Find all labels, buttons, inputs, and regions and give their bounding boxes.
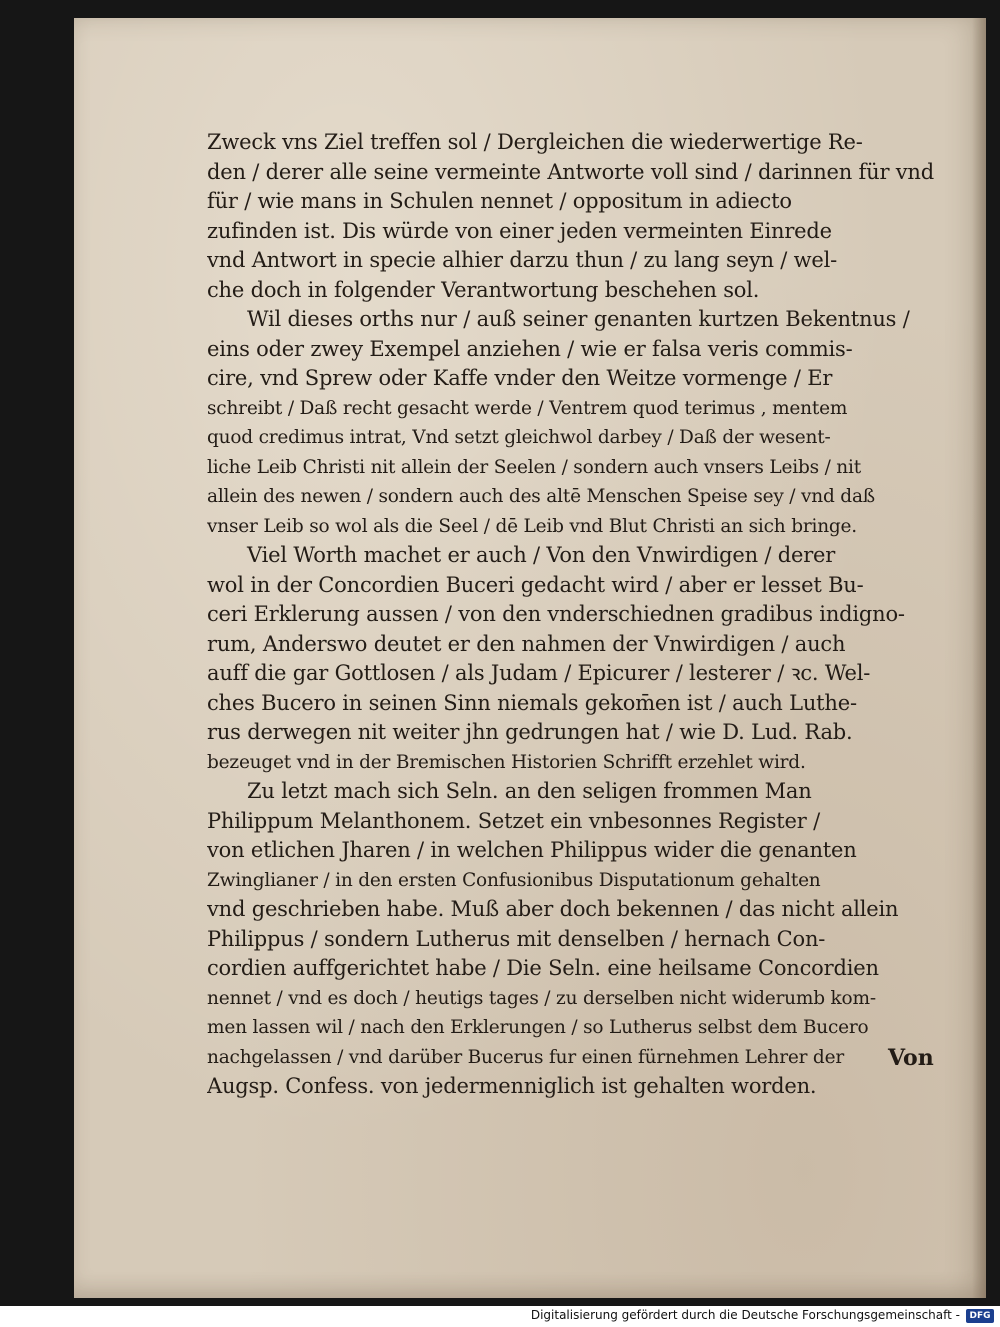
text-line: Philippus / sondern Lutherus mit denselben / hernach Con- bbox=[207, 926, 826, 951]
text-line: rum, Anderswo deutet er den nahmen der Vnwirdigen / auch bbox=[207, 631, 846, 656]
text-line: Zu letzt mach sich Seln. an den seligen frommen Man bbox=[247, 779, 812, 803]
text-line: cire, vnd Sprew oder Kaffe vnder den Weitze vormenge / Er bbox=[207, 366, 833, 390]
text-line: Zweck vns Ziel treffen sol / Dergleichen die wiederwertige Re- bbox=[207, 130, 863, 154]
text-line: Zwinglianer / in den ersten Confusionibus Disputationum gehalten bbox=[207, 869, 821, 891]
text-line: nennet / vnd es doch / heutigs tages / zu derselben nicht widerumb kom- bbox=[207, 987, 876, 1009]
text-line: ceri Erklerung aussen / von den vnderschiednen gradibus indigno- bbox=[207, 602, 905, 626]
page-edge-shadow bbox=[972, 18, 986, 1298]
text-line: quod credimus intrat, Vnd setzt gleichwol darbey / Daß der wesent- bbox=[207, 427, 831, 448]
text-line: che doch in folgender Verantwortung beschehen sol. bbox=[207, 277, 760, 302]
text-line: bezeuget vnd in der Bremischen Historien Schrifft erzehlet wird. bbox=[207, 751, 806, 773]
footer-bar bbox=[0, 1306, 1000, 1327]
page-text bbox=[207, 128, 947, 1102]
text-line: schreibt / Daß recht gesacht werde / Ventrem quod terimus , mentem bbox=[207, 397, 848, 419]
dfg-logo: DFG bbox=[966, 1309, 994, 1323]
text-line: Augsp. Confess. von jedermenniglich ist gehalten worden. bbox=[207, 1074, 817, 1098]
text-line: wol in der Concordien Buceri gedacht wird / aber er lesset Bu- bbox=[207, 572, 864, 597]
text-line: cordien auffgerichtet habe / Die Seln. eine heilsame Concordien bbox=[207, 956, 879, 980]
catchword: Von bbox=[888, 1045, 934, 1071]
text-line: nachgelassen / vnd darüber Bucerus fur einen fürnehmen Lehrer der bbox=[207, 1046, 844, 1068]
text-line: men lassen wil / nach den Erklerungen / so Lutherus selbst dem Bucero bbox=[207, 1017, 869, 1038]
text-line: Philippum Melanthonem. Setzet ein vnbesonnes Register / bbox=[207, 808, 820, 833]
text-line: rus derwegen nit weiter jhn gedrungen hat / wie D. Lud. Rab. bbox=[207, 720, 853, 744]
funding-credit: Digitalisierung gefördert durch die Deutsche Forschungsgemeinschaft - bbox=[530, 1308, 960, 1322]
text-line: auff die gar Gottlosen / als Judam / Epicurer / lesterer / ꝛc. Wel- bbox=[207, 661, 871, 685]
text-line: Viel Worth machet er auch / Von den Vnwirdigen / derer bbox=[247, 543, 836, 567]
text-line: zufinden ist. Dis würde von einer jeden vermeinten Einrede bbox=[207, 218, 832, 243]
text-line: Wil dieses orths nur / auß seiner genanten kurtzen Bekentnus / bbox=[247, 307, 910, 331]
text-line: eins oder zwey Exempel anziehen / wie er falsa veris commis- bbox=[207, 336, 853, 361]
text-line: vnser Leib so wol als die Seel / dē Leib vnd Blut Christi an sich bringe. bbox=[207, 515, 857, 537]
text-line: von etlichen Jharen / in welchen Philippus wider die genanten bbox=[207, 838, 857, 862]
text-line: den / derer alle seine vermeinte Antworte voll sind / darinnen für vnd bbox=[207, 159, 934, 184]
text-line: allein des newen / sondern auch des altē Menschen Speise sey / vnd daß bbox=[207, 486, 875, 507]
text-line: für / wie mans in Schulen nennet / oppositum in adiecto bbox=[207, 189, 792, 213]
text-line: ches Bucero in seinen Sinn niemals gekom̄en ist / auch Luthe- bbox=[207, 690, 857, 715]
text-line: vnd Antwort in specie alhier darzu thun / zu lang seyn / wel- bbox=[207, 248, 838, 272]
text-line: liche Leib Christi nit allein der Seelen / sondern auch vnsers Leibs / nit bbox=[207, 456, 861, 478]
text-line: vnd geschrieben habe. Muß aber doch bekennen / das nicht allein bbox=[207, 897, 899, 921]
